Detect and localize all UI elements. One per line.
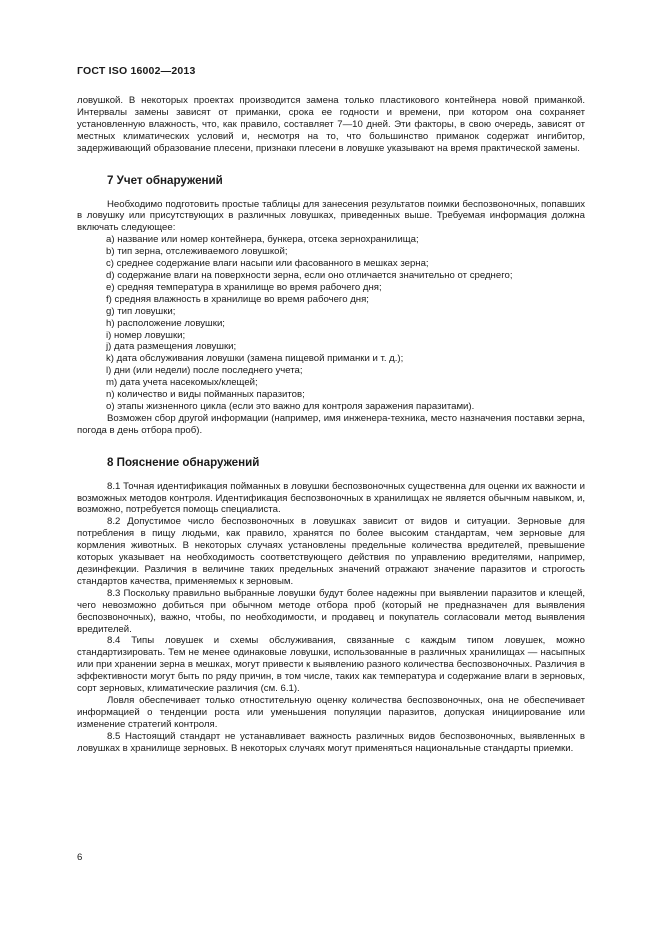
- paragraph-8-2: 8.2 Допустимое число беспозвоночных в ловушках зависит от видов и ситуации. Зерновые для потребления в пищу людьми, как правило, хранятся по более высоким стандартам, чем зерновые для кормления животных. В некоторых случаях установлены предельные количества вредителей, превышение которых указывает на необходимость соответствующего действия по управлению вредителями, например, дезинфекции. Различия в величине таких предельных значений отражают значение паразитов и строгость стандартов качества, применяемых к зерновым.: [77, 516, 585, 587]
- list-item: o) этапы жизненного цикла (если это важно для контроля заражения паразитами).: [106, 400, 475, 412]
- list-item: j) дата размещения ловушки;: [106, 341, 237, 353]
- list-item: f) средняя влажность в хранилище во время рабочего дня;: [106, 293, 369, 305]
- paragraph-8-4-cont: Ловля обеспечивает только отностительную оценку количества беспозвоночных, она не обеспечивает информацией о тенденции роста или уменьшения популяции паразитов, допуская инициирование или изменение стратегий контроля.: [77, 694, 585, 730]
- list-item: k) дата обслуживания ловушки (замена пищевой приманки и т. д.);: [106, 353, 404, 365]
- section-7-intro: Необходимо подготовить простые таблицы для занесения результатов поимки беспозвоночных, попавших в ловушку или присутствующих в различных ловушках, приведенных выше. Требуемая информация должна включать следующее:: [77, 198, 585, 234]
- list-item: e) средняя температура в хранилище во время рабочего дня;: [106, 281, 382, 293]
- list-item: n) количество и виды пойманных паразитов;: [106, 389, 305, 401]
- paragraph-8-1: 8.1 Точная идентификация пойманных в ловушки беспозвоночных существенна для оценки их важности и возможных методов контроля. Идентификация беспозвоночных в хранилищах не является обычным навыком, и, возможно, потребуется помощь специалиста.: [77, 480, 585, 516]
- list-item: d) содержание влаги на поверхности зерна, если оно отличается значительно от среднего;: [106, 269, 513, 281]
- page-content: [77, 95, 585, 755]
- paragraph-8-3: 8.3 Поскольку правильно выбранные ловушки будут более надежны при выявлении паразитов и клещей, чего невозможно добиться при обычном методе отбора проб (который не предназначен для выявления беспозвоночных), важно, чтобы, по необходимости, и продавец и покупатель согласовали метод выявления вредителей.: [77, 587, 585, 635]
- section-7-closing: Возможен сбор другой информации (например, имя инженера-техника, место назначения поставки зерна, погода в день отбора проб).: [77, 412, 585, 436]
- intro-paragraph: ловушкой. В некоторых проектах производится замена только пластикового контейнера новой приманкой. Интервалы замены зависят от приманки, срока ее годности и времени, при котором она сохраняет установленную влажность, что, как правило, составляет 7—10 дней. Эти факторы, в свою очередь, зависят от местных климатических условий и, несмотря на то, что большинство приманок содержат ингибитор, задерживающий образование плесени, признаки плесени в ловушке указывают на время практической замены.: [77, 95, 585, 154]
- list-item: b) тип зерна, отслеживаемого ловушкой;: [106, 246, 288, 258]
- section-7-heading: 7 Учет обнаружений: [107, 173, 223, 187]
- page-number: 6: [77, 852, 83, 863]
- list-item: a) название или номер контейнера, бункера, отсека зернохранилища;: [106, 234, 419, 246]
- list-item: m) дата учета насекомых/клещей;: [106, 377, 258, 389]
- list-item: h) расположение ловушки;: [106, 317, 225, 329]
- paragraph-8-5: 8.5 Настоящий стандарт не устанавливает важность различных видов беспозвоночных, выявленных в ловушках в хранилище зерновых. В некоторых случаях могут применяться национальные стандарты приемки.: [77, 730, 585, 754]
- list-item: l) дни (или недели) после последнего учета;: [106, 365, 303, 377]
- list-item: c) среднее содержание влаги насыпи или фасованного в мешках зерна;: [106, 258, 429, 270]
- section-7-list: [77, 234, 585, 413]
- list-item: i) номер ловушки;: [106, 329, 186, 341]
- list-item: g) тип ловушки;: [106, 305, 176, 317]
- paragraph-8-4: 8.4 Типы ловушек и схемы обслуживания, связанные с каждым типом ловушек, можно стандартизировать. Тем не менее одинаковые ловушки, использованные в различных хранилищах — насыпных или при хранении зерна в мешках, могут привести к выявлению разного количества беспозвоночных. Различия в эффективности могут быть по ряду причин, в том числе, таких как температура и содержание влаги в зерновых, сорт зерновых, климатические различия (см. 6.1).: [77, 635, 585, 695]
- document-header: ГОСТ ISO 16002—2013: [77, 65, 196, 77]
- section-8-heading: 8 Пояснение обнаружений: [107, 455, 260, 469]
